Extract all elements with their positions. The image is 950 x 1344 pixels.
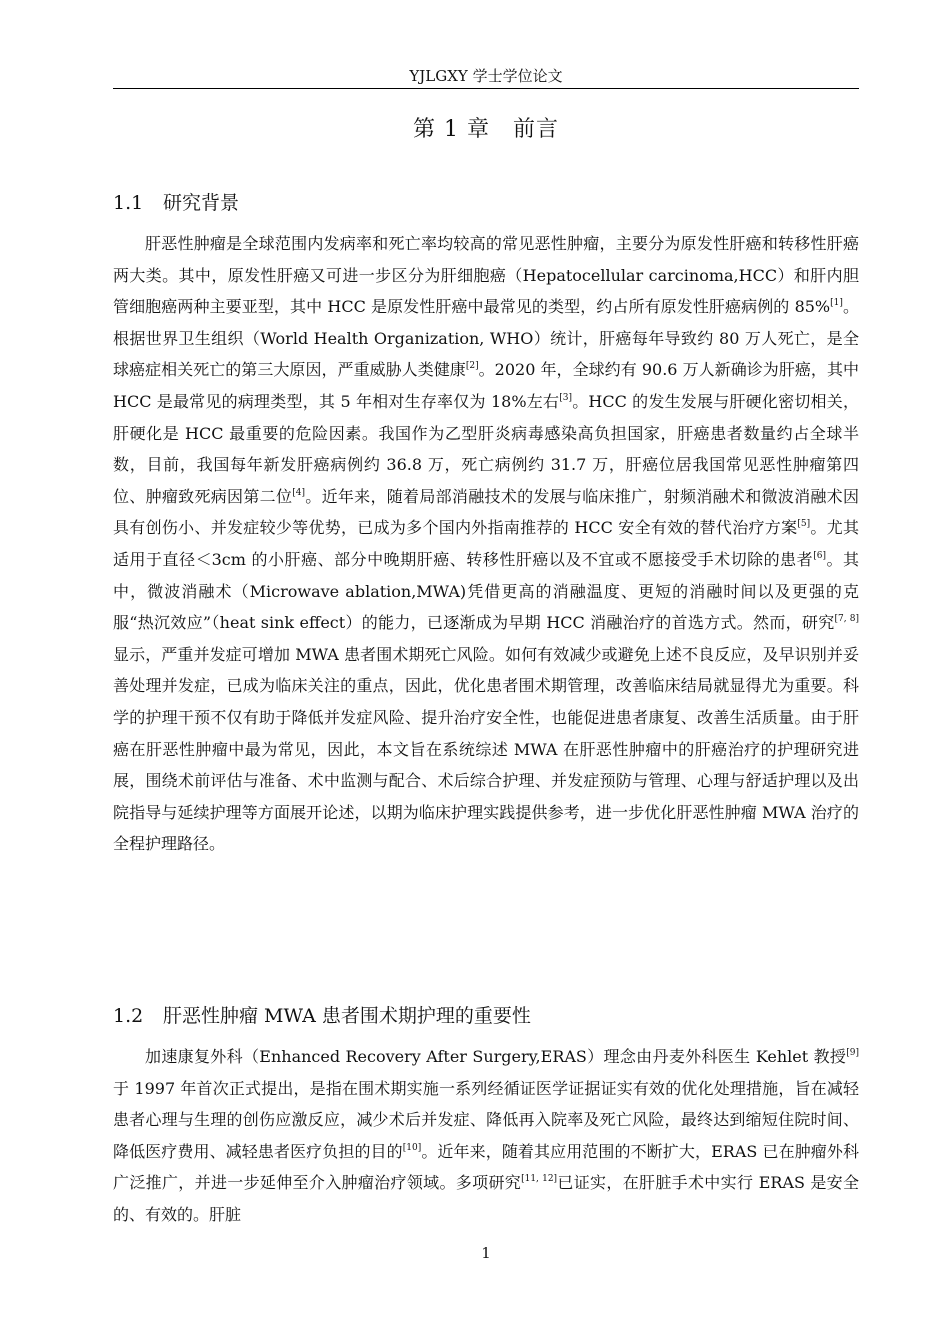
section-heading-1-2 <box>113 1003 531 1029</box>
text-run: 。近年来，随着其应用范围的不断扩大，ERAS 已在肿瘤外科广泛推广，并进一步延伸至介入肿瘤治疗领域。多项研究 <box>113 1141 859 1193</box>
citation: [4] <box>292 487 305 498</box>
section-number: 1.2 <box>113 1005 144 1027</box>
citation: [3] <box>559 392 572 403</box>
citation: [10] <box>402 1142 422 1153</box>
text-run: 。HCC 的发生发展与肝硬化密切相关，肝硬化是 HCC 最重要的危险因素。我国作为乙型肝炎病毒感染高负担国家，肝癌患者数量约占全球半数，目前，我国每年新发肝癌病例约 36.8 万，死亡病例约 31.7 万，肝癌位居我国常见恶性肿瘤第四位、肿瘤致死病因第二位 <box>113 391 859 506</box>
paragraph <box>113 228 859 860</box>
chapter-title: 第 1 章 前言 <box>413 117 559 142</box>
citation: [6] <box>813 550 826 561</box>
section-1-2-body <box>113 1041 859 1231</box>
citation: [9] <box>846 1048 859 1058</box>
text-run: 。近年来，随着局部消融技术的发展与临床推广，射频消融术和微波消融术因具有创伤小、并发症较少等优势，已成为多个国内外指南推荐的 HCC 安全有效的替代治疗方案 <box>113 486 859 538</box>
section-1-1-body <box>113 228 859 860</box>
text-run: 于 1997 年首次正式提出，是指在围术期实施一系列经循证医学证据证实有效的优化处理措施，旨在减轻患者心理与生理的创伤应激反应，减少术后并发症、降低再入院率及死亡风险，最终达到缩短住院时间、降低医疗费用、减轻患者医疗负担的目的 <box>113 1078 859 1161</box>
section-title: 肝恶性肿瘤 MWA 患者围术期护理的重要性 <box>163 1005 531 1027</box>
header-rule <box>113 88 859 89</box>
text-run: 加速康复外科（Enhanced Recovery After Surgery,ERAS）理念由丹麦外科医生 Kehlet 教授 <box>145 1047 847 1066</box>
text-run: 。2020 年，全球约有 90.6 万人新确诊为肝癌，其中 HCC 是最常见的病理类型，其 5 年相对生存率仅为 18%左右 <box>113 360 859 411</box>
citation: [1] <box>830 298 843 309</box>
section-heading-1-1 <box>113 190 239 216</box>
section-number: 1.1 <box>113 192 144 214</box>
text-run: 。其中，微波消融术（Microwave ablation,MWA)凭借更高的消融温度、更短的消融时间以及更强的克服“热沉效应”（heat sink effect）的能力，已逐渐成为早期 HCC 消融治疗的首选方式。然而，研究 <box>113 549 859 633</box>
paragraph <box>113 1041 859 1231</box>
citation: [5] <box>797 519 811 530</box>
text-run: 肝恶性肿瘤是全球范围内发病率和死亡率均较高的常见恶性肿瘤，主要分为原发性肝癌和转移性肝癌两大类。其中，原发性肝癌又可进一步区分为肝细胞癌（Hepatocellular carcinoma,HCC）和肝内胆管细胞癌两种主要亚型，其中 HCC 是原发性肝癌中最常见的类型，约占所有原发性肝癌病例的 85% <box>113 234 859 317</box>
citation: [11, 12] <box>521 1174 558 1185</box>
running-header: YJLGXY 学士学位论文 <box>409 67 563 85</box>
citation: [2] <box>465 361 479 372</box>
page-number: 1 <box>481 1244 491 1262</box>
text-run: 已证实，在肝脏手术中实行 ERAS 是安全的、有效的。肝脏 <box>113 1173 859 1224</box>
section-title: 研究背景 <box>163 192 240 214</box>
text-run: 。尤其适用于直径＜3cm 的小肝癌、部分中晚期肝癌、转移性肝癌以及不宜或不愿接受手术切除的患者 <box>113 518 859 569</box>
citation: [7, 8] <box>834 614 859 625</box>
text-run: 显示，严重并发症可增加 MWA 患者围术期死亡风险。如何有效减少或避免上述不良反应，及早识别并妥善处理并发症，已成为临床关注的重点，因此，优化患者围术期管理，改善临床结局就显得尤为重要。科学的护理干预不仅有助于降低并发症风险、提升治疗安全性，也能促进患者康复、改善生活质量。由于肝癌在肝恶性肿瘤中最为常见，因此，本文旨在系统综述 MWA 在肝恶性肿瘤中的肝癌治疗的护理研究进展，围绕术前评估与准备、术中监测与配合、术后综合护理、并发症预防与管理、心理与舒适护理以及出院指导与延续护理等方面展开论述，以期为临床护理实践提供参考，进一步优化肝恶性肿瘤 MWA 治疗的全程护理路径。 <box>113 644 859 854</box>
text-run: 。根据世界卫生组织（World Health Organization, WHO）统计，肝癌每年导致约 80 万人死亡，是全球癌症相关死亡的第三大原因，严重威胁人类健康 <box>113 297 859 380</box>
